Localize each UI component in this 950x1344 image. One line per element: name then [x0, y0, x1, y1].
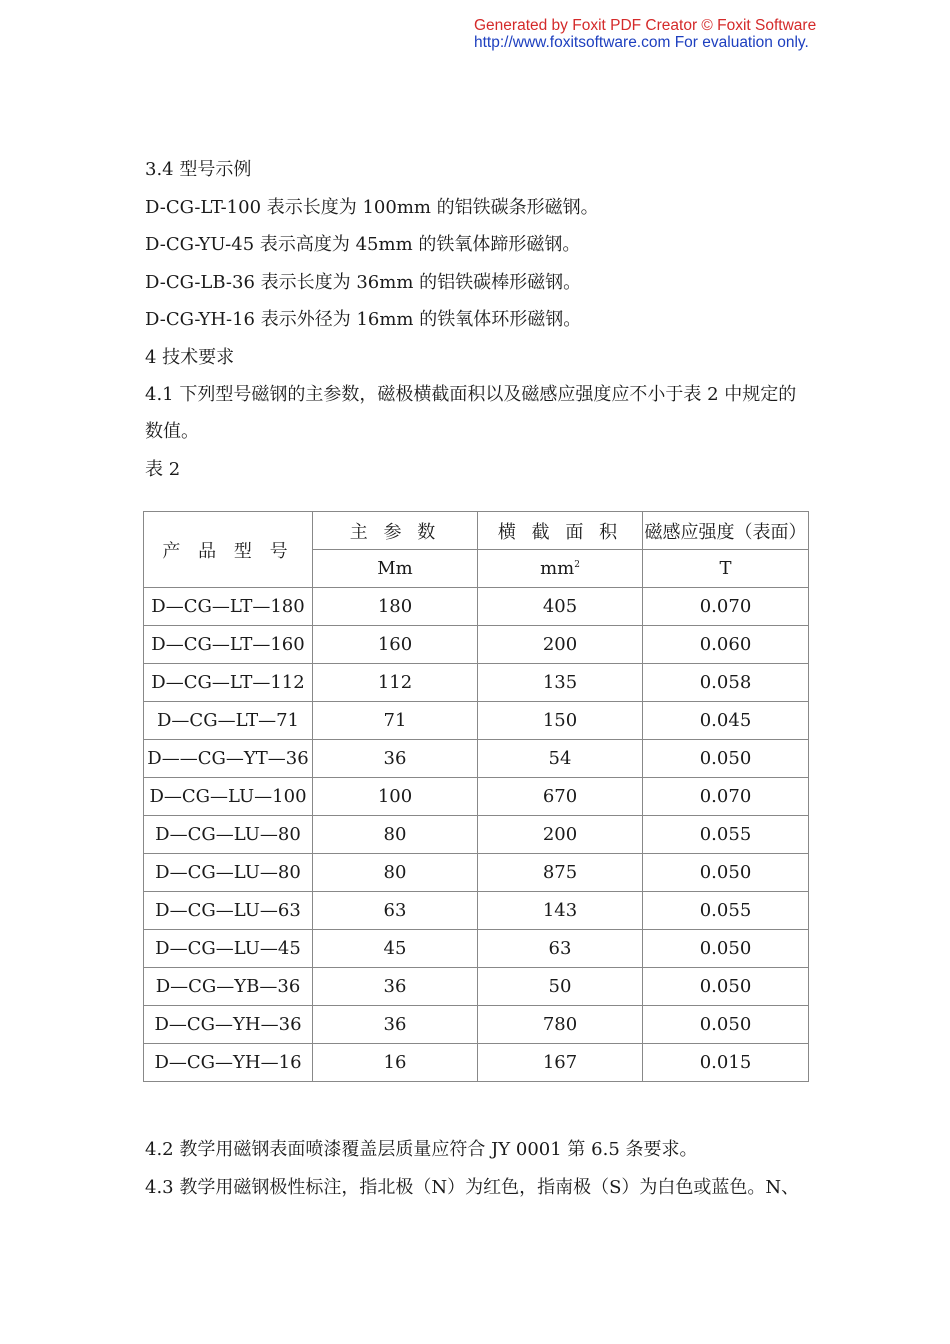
cell-flux-density: 0.060	[643, 626, 809, 664]
section-3-4-heading: 3.4 型号示例	[145, 159, 252, 180]
cell-model: D—CG—LU—45	[144, 930, 313, 968]
example-line-2: D-CG-YU-45 表示高度为 45mm 的铁氧体蹄形磁钢。	[145, 234, 581, 255]
table-caption: 表 2	[145, 459, 181, 480]
cell-flux-density: 0.055	[643, 892, 809, 930]
table-2	[143, 511, 809, 1082]
table-row	[144, 740, 809, 778]
cell-main-param: 80	[313, 854, 478, 892]
unit-main-param: Mm	[313, 550, 478, 588]
cell-main-param: 71	[313, 702, 478, 740]
cell-cross-section: 670	[478, 778, 643, 816]
cell-cross-section: 780	[478, 1006, 643, 1044]
cell-main-param: 36	[313, 1006, 478, 1044]
table-row	[144, 892, 809, 930]
cell-main-param: 36	[313, 968, 478, 1006]
cell-flux-density: 0.050	[643, 1006, 809, 1044]
cell-flux-density: 0.058	[643, 664, 809, 702]
table-row	[144, 664, 809, 702]
unit-cross-section	[478, 550, 643, 588]
table-row	[144, 778, 809, 816]
cell-model: D—CG—LU—80	[144, 816, 313, 854]
cell-model: D—CG—YH—16	[144, 1044, 313, 1082]
section-4-heading: 4 技术要求	[145, 347, 235, 368]
table-header-row	[144, 512, 809, 550]
cell-main-param: 160	[313, 626, 478, 664]
cell-main-param: 36	[313, 740, 478, 778]
watermark-line-1: Generated by Foxit PDF Creator © Foxit Software	[474, 17, 817, 34]
cell-main-param: 16	[313, 1044, 478, 1082]
example-line-3: D-CG-LB-36 表示长度为 36mm 的铝铁碳棒形磁钢。	[145, 272, 582, 293]
unit-cross-section-sup: 2	[574, 560, 580, 570]
cell-model: D—CG—LU—80	[144, 854, 313, 892]
cell-main-param: 45	[313, 930, 478, 968]
cell-flux-density: 0.070	[643, 588, 809, 626]
cell-model: D—CG—YH—36	[144, 1006, 313, 1044]
table-row	[144, 1044, 809, 1082]
cell-model: D—CG—LU—63	[144, 892, 313, 930]
table-row	[144, 702, 809, 740]
paragraph-4-2: 4.2 教学用磁钢表面喷漆覆盖层质量应符合 JY 0001 第 6.5 条要求。	[145, 1139, 698, 1160]
pdf-creator-watermark	[474, 17, 894, 51]
cell-cross-section: 54	[478, 740, 643, 778]
table-row	[144, 854, 809, 892]
cell-flux-density: 0.045	[643, 702, 809, 740]
header-cross-section: 横 截 面 积	[478, 512, 643, 550]
cell-flux-density: 0.050	[643, 968, 809, 1006]
cell-cross-section: 135	[478, 664, 643, 702]
header-flux-density: 磁感应强度（表面）	[643, 512, 809, 550]
cell-flux-density: 0.050	[643, 930, 809, 968]
paragraph-4-3: 4.3 教学用磁钢极性标注，指北极（N）为红色，指南极（S）为白色或蓝色。N、	[145, 1177, 800, 1198]
cell-main-param: 112	[313, 664, 478, 702]
example-line-1: D-CG-LT-100 表示长度为 100mm 的铝铁碳条形磁钢。	[145, 197, 599, 218]
cell-cross-section: 150	[478, 702, 643, 740]
paragraph-4-1: 4.1 下列型号磁钢的主参数，磁极横截面积以及磁感应强度应不小于表 2 中规定的数值。	[145, 384, 797, 442]
cell-model: D—CG—YB—36	[144, 968, 313, 1006]
cell-flux-density: 0.015	[643, 1044, 809, 1082]
cell-model: D——CG—YT—36	[144, 740, 313, 778]
cell-cross-section: 63	[478, 930, 643, 968]
cell-model: D—CG—LU—100	[144, 778, 313, 816]
unit-cross-section-base: mm	[540, 558, 575, 579]
table-row	[144, 816, 809, 854]
cell-model: D—CG—LT—71	[144, 702, 313, 740]
table-row	[144, 930, 809, 968]
example-line-4: D-CG-YH-16 表示外径为 16mm 的铁氧体环形磁钢。	[145, 309, 582, 330]
cell-cross-section: 167	[478, 1044, 643, 1082]
cell-main-param: 80	[313, 816, 478, 854]
cell-cross-section: 143	[478, 892, 643, 930]
cell-model: D—CG—LT—160	[144, 626, 313, 664]
cell-flux-density: 0.055	[643, 816, 809, 854]
header-model: 产 品 型 号	[144, 512, 313, 588]
cell-cross-section: 50	[478, 968, 643, 1006]
cell-flux-density: 0.050	[643, 854, 809, 892]
header-main-param: 主 参 数	[313, 512, 478, 550]
table-row	[144, 1006, 809, 1044]
cell-main-param: 100	[313, 778, 478, 816]
table-row	[144, 626, 809, 664]
table-row	[144, 968, 809, 1006]
cell-main-param: 180	[313, 588, 478, 626]
cell-flux-density: 0.050	[643, 740, 809, 778]
cell-flux-density: 0.070	[643, 778, 809, 816]
cell-model: D—CG—LT—112	[144, 664, 313, 702]
cell-cross-section: 200	[478, 816, 643, 854]
unit-flux-density: T	[643, 550, 809, 588]
cell-main-param: 63	[313, 892, 478, 930]
table-2-body	[144, 512, 809, 1082]
cell-cross-section: 200	[478, 626, 643, 664]
table-row	[144, 588, 809, 626]
cell-cross-section: 405	[478, 588, 643, 626]
cell-model: D—CG—LT—180	[144, 588, 313, 626]
cell-cross-section: 875	[478, 854, 643, 892]
watermark-line-2: http://www.foxitsoftware.com For evaluation only.	[474, 34, 809, 51]
